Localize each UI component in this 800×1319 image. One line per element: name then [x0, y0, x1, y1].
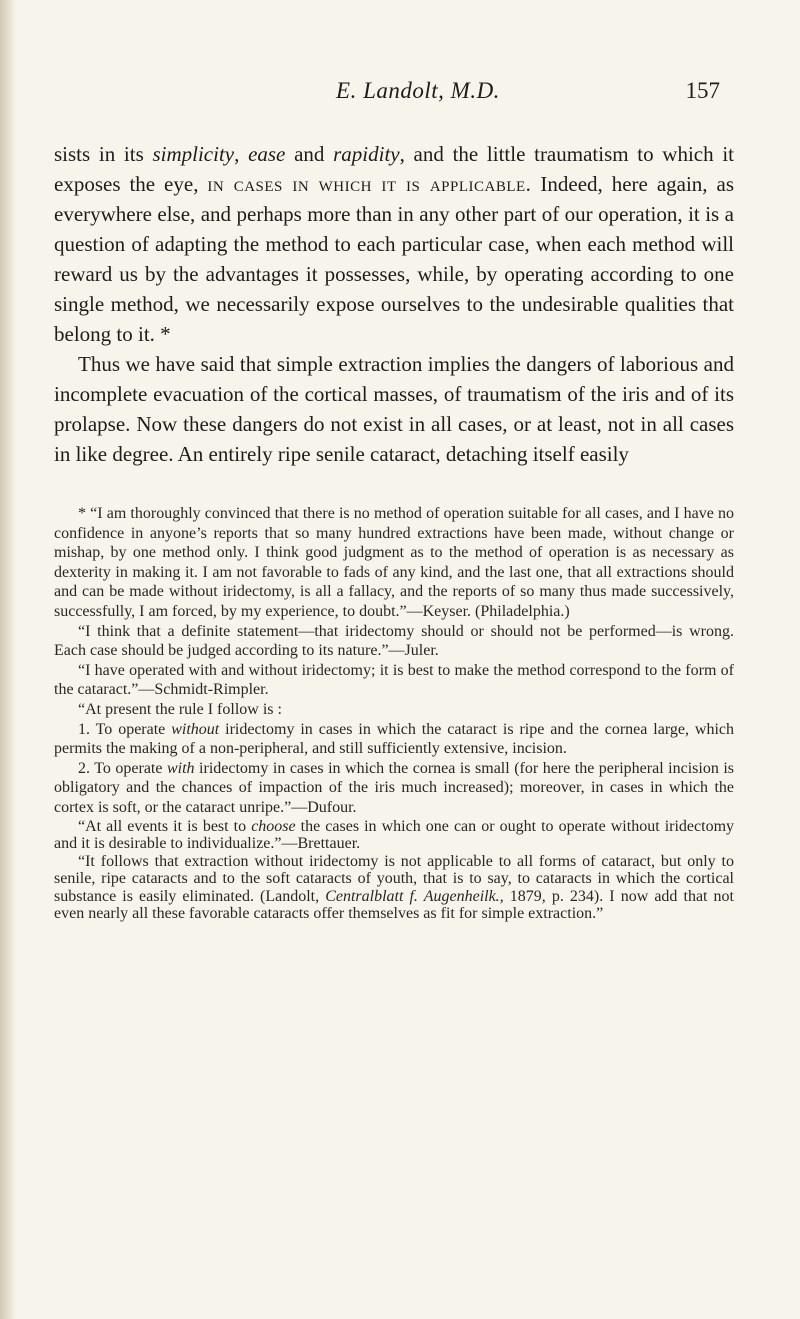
- footnote-schmidt-rimpler: “I have operated with and without iridectomy; it is best to make the method correspond to the form of the cataract.”—Schmidt-Rimpler.: [54, 661, 734, 699]
- footnote-juler: “I think that a definite statement—that iridectomy should or should not be performed—is wrong. Each case should be judged according to its nature.”—Juler.: [54, 622, 734, 660]
- text-run: “At all events it is best to: [78, 817, 252, 835]
- page-header: [0, 78, 800, 118]
- footnote-landolt: [54, 853, 734, 923]
- emphasis: simplicity: [152, 142, 235, 166]
- page-spine-shadow: [0, 0, 16, 1319]
- text-run: sists in its: [54, 142, 153, 166]
- emphasis: Centralblatt f. Augenheilk.: [325, 887, 500, 905]
- text-run: , and the little traumatism to which it exposes the eye,: [54, 142, 734, 196]
- emphasis: choose: [251, 817, 296, 835]
- text-run: iridectomy in cases in which the cataract is ripe and the cornea large, which permits the making of a non-peripheral, and still sufficiently extensive, incision.: [54, 720, 735, 758]
- emphasis: with: [166, 759, 195, 777]
- page-number: 157: [685, 78, 720, 103]
- emphasis: without: [171, 720, 220, 738]
- running-head: E. Landolt, M.D.: [336, 78, 500, 103]
- text-run: 2. To operate: [78, 759, 167, 777]
- text-run: ,: [234, 142, 249, 166]
- text-run: the cases in which one can or ought to operate without iridectomy and it is desirable to individualize.”—Brettauer.: [54, 817, 735, 852]
- emphasis: rapidity: [333, 142, 400, 166]
- footnotes: [54, 504, 734, 923]
- text-run: Indeed, here again, as everywhere else, and perhaps more than in any other part of our operation, it is a question of adapting the method to each particular case, when each method will reward us by the advantages it possesses, while, by operating according to one single method, we necessarily expose ourselves to the undesirable qualities that belong to it. *: [54, 172, 734, 346]
- paragraph-1: [54, 139, 734, 349]
- footnote-keyser: * “I am thoroughly convinced that there is no method of operation suitable for all cases, and I have no confidence in anyone’s reports that so many hundred extractions have been made, without change or mishap, by one method only. I think good judgment as to the method of operation is as necessary as dexterity in making it. I am not favorable to fads of any kind, and the last one, that all extractions should and can be made without iridectomy, is all a fallacy, and the reports of so many thus made successively, successfully, I am forced, by my experience, to doubt.”—Keyser. (Philadelphia.): [54, 505, 734, 620]
- paragraph-2: Thus we have said that simple extraction implies the dangers of laborious and incomplete evacuation of the cortical masses, of traumatism of the iris and of its prolapse. Now these dangers do not exist in all cases, or at least, not in all cases in like degree. An entirely ripe senile cataract, detaching itself easily: [54, 352, 734, 466]
- footnote-brettauer: [54, 818, 734, 853]
- footnote-rule-2: [54, 759, 734, 818]
- small-caps-phrase: in cases in which it is applicable.: [207, 172, 532, 196]
- text-run: , 1879, p. 234). I now add that not even nearly all these favorable cataracts offer themselves as fit for simple extraction.”: [54, 887, 735, 922]
- emphasis: ease: [248, 142, 286, 166]
- main-text: [54, 139, 734, 469]
- text-run: “It follows that extraction without iridectomy is not applicable to all forms of cataract, but only to senile, ripe cataracts and to the soft cataracts of youth, that is to say, to cataracts in which the cortical substance is easily eliminated. (Landolt,: [54, 852, 734, 905]
- text-run: and: [285, 142, 334, 166]
- footnote-rule-1: [54, 720, 734, 759]
- text-run: iridectomy in cases in which the cornea is small (for here the peripheral incision is obligatory and the chances of impaction of the iris much increased); moreover, in cases in which the cortex is soft, or the cataract unripe.”—Dufour.: [54, 759, 735, 816]
- text-run: 1. To operate: [78, 720, 172, 738]
- footnote-dufour-intro: “At present the rule I follow is :: [78, 700, 282, 718]
